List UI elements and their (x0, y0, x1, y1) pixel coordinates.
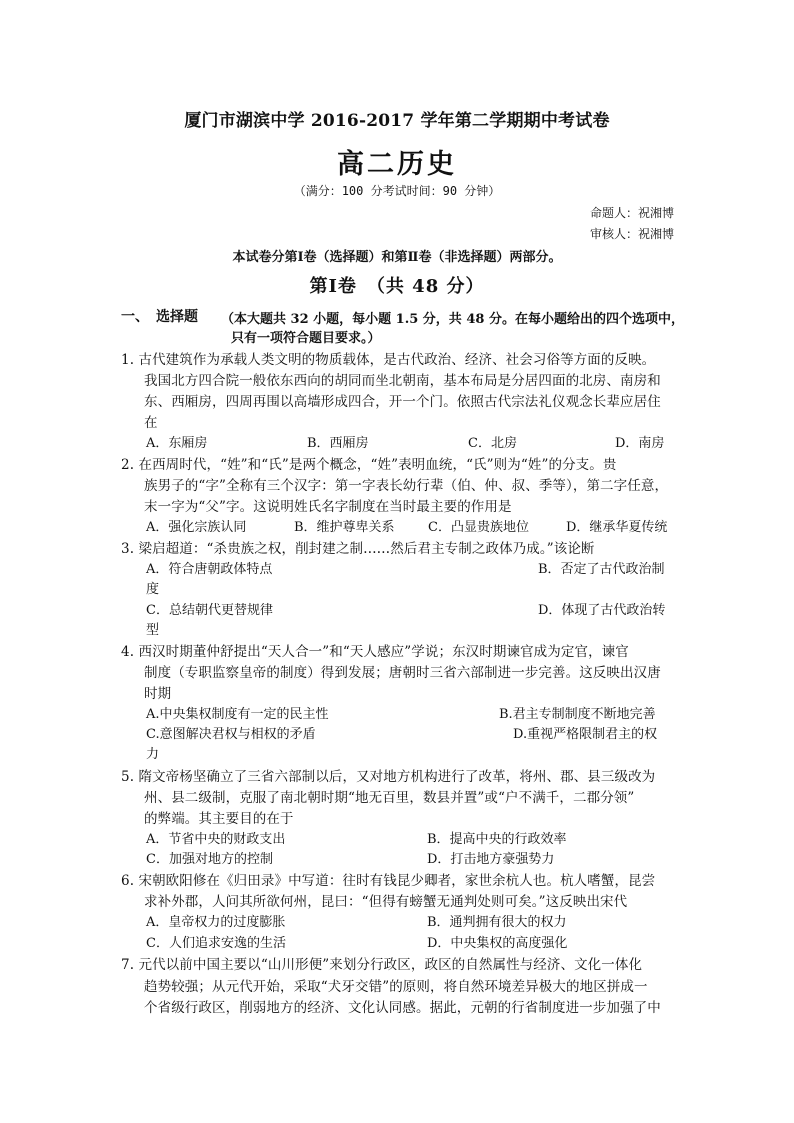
question-text: 4. 西汉时期董仲舒提出“天人合一”和“天人感应”学说；东汉时期谏官成为定官，谏官 (121, 644, 629, 660)
author-line: 命题人：祝湘博 (589, 206, 674, 220)
question-text: 5. 隋文帝杨坚确立了三省六部制以后，又对地方机构进行了改革，将州、郡、县三级改为 (121, 769, 656, 785)
option-a: A．节省中央的财政支出 (146, 832, 286, 847)
option-c: C.意图解决君权与相权的矛盾 (146, 727, 316, 742)
option-a: A．东厢房 (146, 436, 208, 451)
question-text: 趋势较强；从元代开始，采取“犬牙交错”的原则，将自然环境差异极大的地区拼成一 (144, 979, 648, 995)
composition-note: 本试卷分第Ⅰ卷（选择题）和第Ⅱ卷（非选择题）两部分。 (232, 250, 562, 265)
option-b: B.君主专制制度不断地完善 (499, 707, 656, 722)
option-d: D．南房 (615, 436, 665, 451)
option-b: B．提高中央的行政效率 (427, 832, 567, 847)
question-text: 求补外郡，人问其所欲何州，昆曰：“但得有螃蟹无通判处则可矣。”这反映出宋代 (144, 894, 628, 910)
option-a: A．强化宗族认同 (146, 520, 247, 535)
question-text: 在 (144, 415, 158, 431)
question-text: 时期 (144, 686, 172, 702)
option-d-wrap: 型 (146, 623, 160, 638)
question-text: 的弊端。其主要目的在于 (144, 811, 294, 827)
question-text: 3. 梁启超道：“杀贵族之权，削封建之制……然后君主专制之政体乃成。”该论断 (121, 541, 595, 557)
option-b-wrap: 度 (146, 582, 160, 597)
option-d: D．体现了古代政治转 (538, 603, 666, 618)
option-a: A．符合唐朝政体特点 (146, 562, 273, 577)
option-d-wrap: 力 (146, 747, 160, 762)
option-d: D．中央集权的高度强化 (427, 936, 568, 951)
school-title: 厦门市湖滨中学 2016-2017 学年第二学期期中考试卷 (184, 111, 610, 131)
volume-title: 第Ⅰ卷 （共 48 分） (309, 276, 485, 297)
section-heading: 一、 选择题 (121, 309, 198, 325)
question-text: 族男子的“字”全称有三个汉字：第一字表长幼行辈（伯、仲、叔、季等），第二字任意， (144, 478, 669, 494)
option-b: B．维护尊卑关系 (294, 520, 395, 535)
question-text: 2. 在西周时代，“姓”和“氏”是两个概念，“姓”表明血统，“氏”则为“姓”的分支。贵 (121, 457, 617, 473)
question-text: 7. 元代以前中国主要以“山川形便”来划分行政区，政区的自然属性与经济、文化一体化 (121, 957, 643, 973)
option-b: B．通判拥有很大的权力 (427, 915, 567, 930)
option-a: A.中央集权制度有一定的民主性 (146, 707, 329, 722)
option-c: C．北房 (468, 436, 517, 451)
option-b: B．西厢房 (307, 436, 369, 451)
question-text: 州、县二级制，克服了南北朝时期“地无百里，数县并置”或“户不满千，二郡分领” (144, 790, 635, 806)
option-d: D.重视严格限制君主的权 (513, 727, 658, 742)
option-a: A．皇帝权力的过度膨胀 (146, 915, 286, 930)
question-text: 东、西厢房，四周再围以高墙形成四合，开一个门。依照古代宗法礼仪观念长辈应居住 (144, 394, 661, 410)
option-c: C．凸显贵族地位 (428, 520, 529, 535)
question-text: 1. 古代建筑作为承载人类文明的物质载体，是古代政治、经济、社会习俗等方面的反映。 (121, 352, 656, 368)
section-note: （本大题共 32 小题，每小题 1.5 分，共 48 分。在每小题给出的四个选项中， (221, 312, 684, 327)
question-text: 我国北方四合院一般依东西向的胡同而坐北朝南，基本布局是分居四面的北房、南房和 (144, 373, 661, 389)
option-c: C．总结朝代更替规律 (146, 603, 273, 618)
section-note: 只有一项符合题目要求。） (231, 331, 381, 346)
option-d: D．继承华夏传统 (566, 520, 668, 535)
option-b: B．否定了古代政治制 (538, 562, 665, 577)
question-text: 6. 宋朝欧阳修在《归田录》中写道：往时有钱昆少卿者，家世余杭人也。杭人嗜蟹，昆尝 (121, 873, 656, 889)
score-info: （满分：100 分考试时间：90 分钟） (293, 184, 501, 198)
option-d: D．打击地方豪强势力 (427, 852, 555, 867)
question-text: 末一字为“父”字。这说明姓氏名字制度在当时最主要的作用是 (144, 499, 512, 515)
option-c: C．人们追求安逸的生活 (146, 936, 286, 951)
option-c: C．加强对地方的控制 (146, 852, 273, 867)
question-text: 个省级行政区，削弱地方的经济、文化认同感。据此，元朝的行省制度进一步加强了中 (144, 1000, 661, 1016)
reviewer-line: 审核人：祝湘博 (589, 227, 674, 241)
question-text: 制度（专职监察皇帝的制度）得到发展；唐朝时三省六部制进一步完善。这反映出汉唐 (144, 665, 661, 681)
subject-title: 高二历史 (337, 149, 457, 180)
